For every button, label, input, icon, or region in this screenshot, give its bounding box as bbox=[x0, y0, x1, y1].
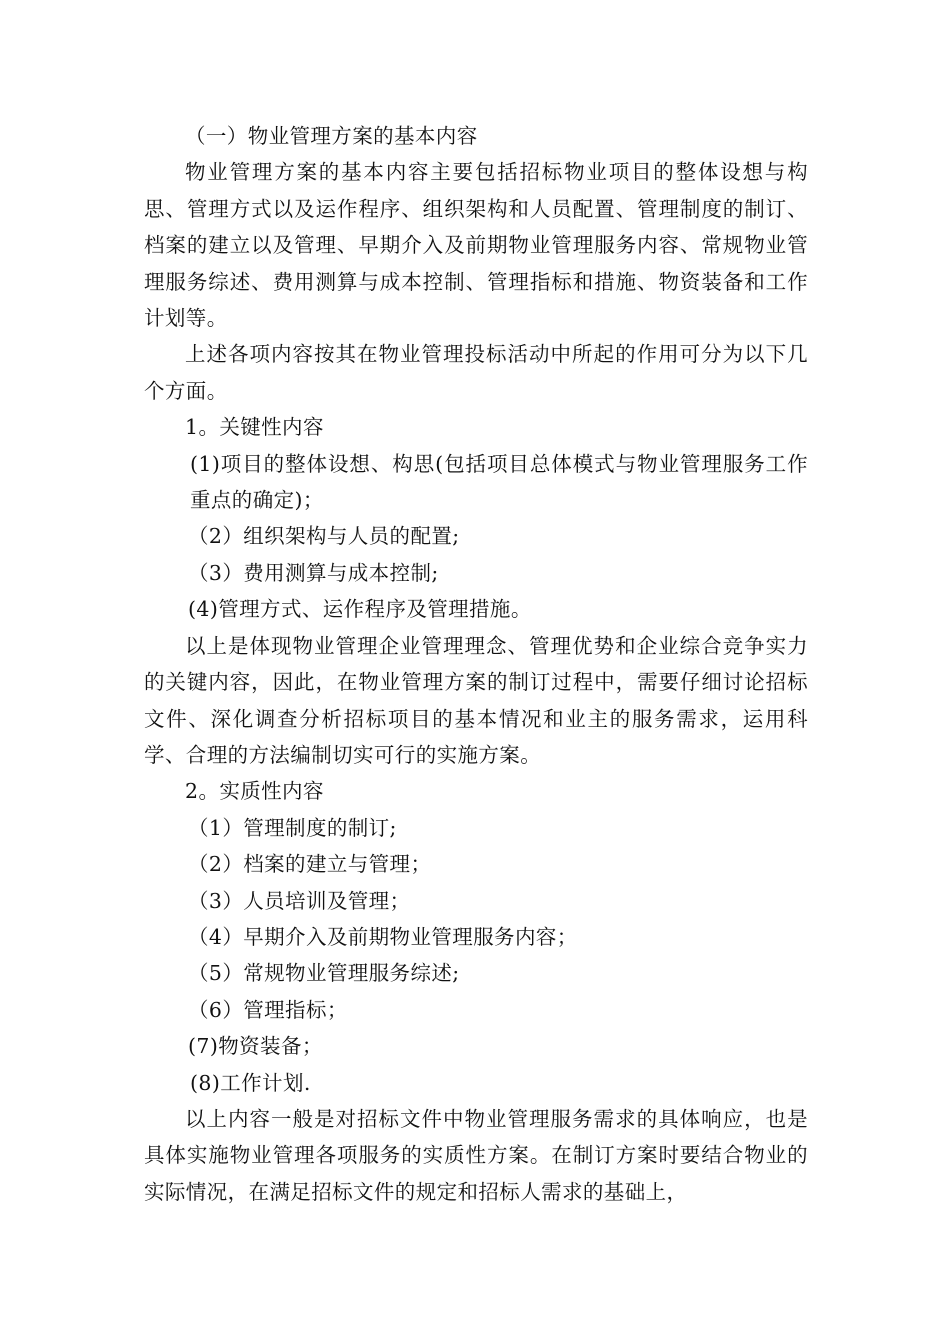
list-item: (8)工作计划. bbox=[190, 1070, 311, 1095]
subsection-heading: 2。实质性内容 bbox=[185, 779, 324, 804]
list-item: (4)管理方式、运作程序及管理措施。 bbox=[188, 597, 532, 622]
body-paragraph: 物业管理方案的基本内容主要包括招标物业项目的整体设想与构思、管理方式以及运作程序、组织架构和人员配置、管理制度的制订、档案的建立以及管理、早期介入及前期物业管理服务内容、常规物业管理服务综述、费用测算与成本控制、管理指标和措施、物资装备和工作计划等。 bbox=[144, 160, 808, 331]
list-item: （6）管理指标； bbox=[188, 997, 348, 1022]
subsection-heading: 1。关键性内容 bbox=[185, 415, 324, 440]
list-item: （2）组织架构与人员的配置; bbox=[188, 524, 460, 549]
list-item: （2）档案的建立与管理； bbox=[188, 852, 432, 877]
list-item: （4）早期介入及前期物业管理服务内容； bbox=[188, 924, 578, 949]
list-item: (7)物资装备； bbox=[188, 1034, 323, 1059]
body-paragraph: 上述各项内容按其在物业管理投标活动中所起的作用可分为以下几个方面。 bbox=[144, 342, 808, 403]
list-item: （1）管理制度的制订; bbox=[188, 815, 397, 840]
body-paragraph: 以上是体现物业管理企业管理理念、管理优势和企业综合竞争实力的关键内容，因此，在物业管理方案的制订过程中，需要仔细讨论招标文件、深化调查分析招标项目的基本情况和业主的服务需求，运用科学、合理的方法编制切实可行的实施方案。 bbox=[144, 633, 808, 767]
list-item: （3）费用测算与成本控制; bbox=[188, 560, 439, 585]
body-paragraph: 以上内容一般是对招标文件中物业管理服务需求的具体响应，也是具体实施物业管理各项服务的实质性方案。在制订方案时要结合物业的实际情况，在满足招标文件的规定和招标人需求的基础上， bbox=[144, 1106, 808, 1204]
list-item: （5）常规物业管理服务综述; bbox=[188, 961, 460, 986]
section-heading: （一）物业管理方案的基本内容 bbox=[185, 124, 478, 148]
list-item: （3）人员培训及管理； bbox=[188, 888, 411, 913]
list-item: (1)项目的整体设想、构思(包括项目总体模式与物业管理服务工作重点的确定)； bbox=[190, 451, 808, 513]
document-body bbox=[144, 118, 808, 1210]
